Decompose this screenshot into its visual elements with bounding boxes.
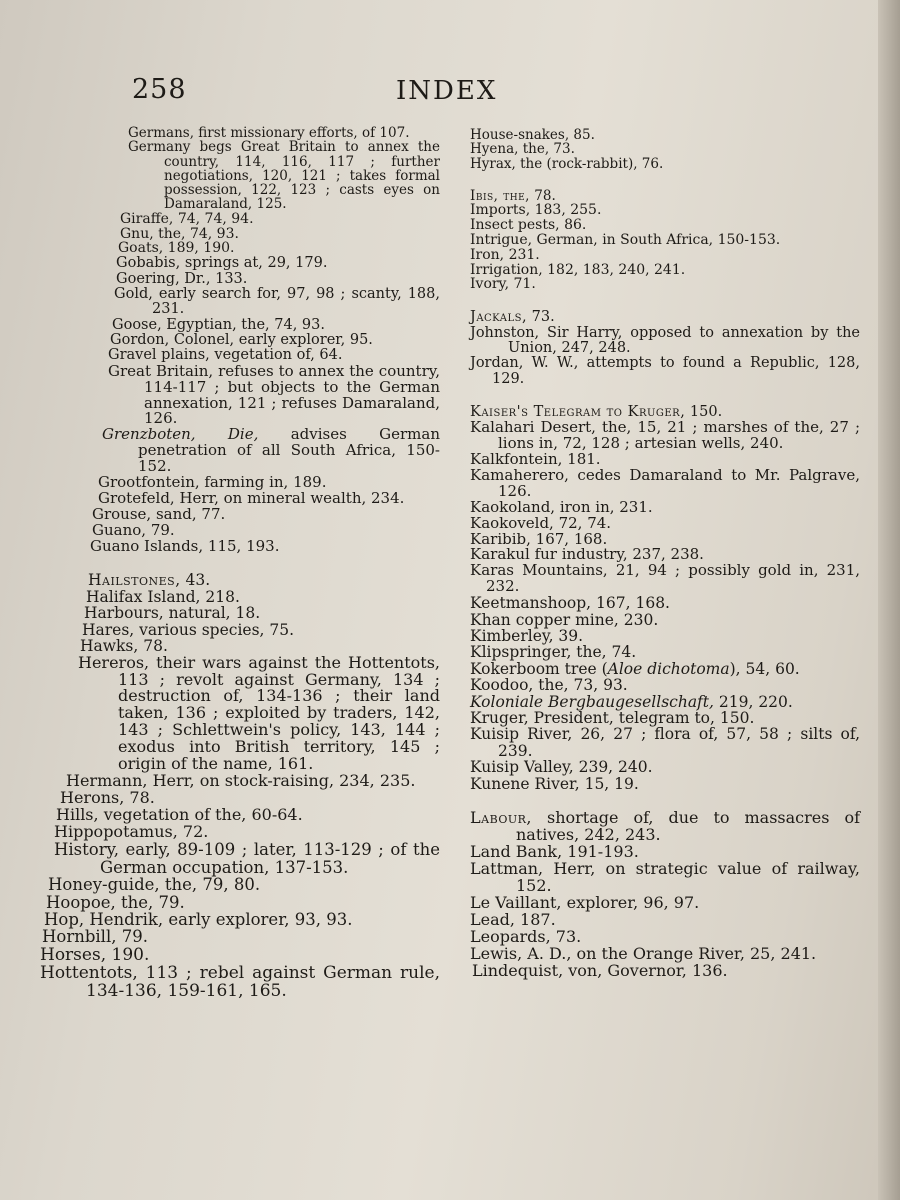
index-entry: Lindequist, von, Governor, 136.	[472, 960, 728, 980]
index-entry: Insect pests, 86.	[470, 217, 587, 234]
index-entry: Irrigation, 182, 183, 240, 241.	[470, 261, 686, 278]
index-entry: Hermann, Herr, on stock-raising, 234, 235.	[66, 771, 416, 791]
index-entry: Intrigue, German, in South Africa, 150-153.	[470, 231, 781, 248]
index-entry: Koodoo, the, 73, 93.	[470, 676, 628, 695]
index-entry: Koloniale Bergbaugesellschaft, 219, 220.	[470, 692, 793, 711]
index-entry: Hippopotamus, 72.	[54, 822, 209, 842]
index-entry: Lattman, Herr, on strategic value of railway, 152.	[470, 859, 860, 895]
index-entry: Kaokoveld, 72, 74.	[470, 513, 612, 532]
index-entry: Guano, 79.	[92, 520, 175, 539]
section-gap	[470, 292, 860, 310]
index-entry: Hereros, their wars against the Hottentots, 113 ; revolt against Germany, 134 ; destruction of, 134-136 ; their land taken, 136 ; exploited by traders, 142, 143 ; Schlettwein's policy, 143, 144 ; exodus into British territory, 145 ; origin of the name, 161.	[78, 652, 440, 774]
index-entry: Johnston, Sir Harry, opposed to annexation by the Union, 247, 248.	[470, 324, 860, 356]
index-entry: Great Britain, refuses to annex the country, 114-117 ; but objects to the German annexation, 121 ; refuses Damaraland, 126.	[108, 361, 440, 428]
index-entry: Hottentots, 113 ; rebel against German rule, 134-136, 159-161, 165.	[40, 962, 440, 1001]
index-entry: Grootfontein, farming in, 189.	[98, 473, 327, 492]
index-entry: Labour, shortage of, due to massacres of natives, 242, 243.	[470, 808, 860, 845]
index-entry: Hop, Hendrik, early explorer, 93, 93.	[44, 910, 353, 929]
index-column-right	[470, 128, 860, 980]
index-entry: Goats, 189, 190.	[118, 240, 235, 257]
index-entry: Imports, 183, 255.	[470, 202, 602, 219]
index-entry: Hills, vegetation of the, 60-64.	[56, 805, 303, 825]
index-entry: Halifax Island, 218.	[86, 587, 240, 606]
index-entry: Germans, first missionary efforts, of 107.	[128, 125, 410, 141]
index-entry: Gordon, Colonel, early explorer, 95.	[110, 332, 373, 349]
index-entry: Ibis, the, 78.	[470, 187, 556, 204]
index-entry: Harbours, natural, 18.	[84, 604, 261, 623]
index-entry: Germany begs Great Britain to annex the country, 114, 116, 117 ; further negotiations, 120, 121 ; takes formal possession, 122, 123 ; casts eyes on Damaraland, 125.	[128, 139, 440, 213]
index-entry: Gnu, the, 74, 93.	[120, 225, 239, 242]
index-entry: Kuisip Valley, 239, 240.	[470, 758, 653, 777]
section-gap	[40, 554, 440, 572]
index-entry: Grenzboten, Die, advises German penetration of all South Africa, 150-152.	[102, 425, 441, 476]
index-entry: Lead, 187.	[470, 909, 556, 929]
index-entry: Kuisip River, 26, 27 ; flora of, 57, 58 ; silts of, 239.	[470, 725, 860, 760]
index-entry: Keetmanshoop, 167, 168.	[470, 594, 670, 613]
index-entry: Kamaherero, cedes Damaraland to Mr. Palgrave, 126.	[470, 465, 860, 500]
index-entry: Jackals, 73.	[470, 309, 555, 326]
index-entry: Giraffe, 74, 74, 94.	[120, 210, 254, 227]
index-entry: Gold, early search for, 97, 98 ; scanty, 188, 231.	[114, 285, 440, 318]
index-entry: Horses, 190.	[40, 944, 150, 965]
index-entry: Kaokoland, iron in, 231.	[470, 497, 653, 516]
page-number: 258	[132, 74, 187, 105]
index-entry: Herons, 78.	[60, 788, 155, 808]
index-entry: Hares, various species, 75.	[82, 620, 295, 639]
index-entry: History, early, 89-109 ; later, 113-129 ; of the German occupation, 137-153.	[54, 840, 440, 877]
index-entry: Hornbill, 79.	[42, 927, 148, 947]
index-entry: Hawks, 78.	[80, 637, 168, 656]
page-title: INDEX	[396, 76, 498, 106]
index-entry: Gobabis, springs at, 29, 179.	[116, 255, 328, 272]
index-entry: Grouse, sand, 77.	[92, 504, 226, 523]
index-entry: Guano Islands, 115, 193.	[90, 536, 280, 555]
index-entry: Hyrax, the (rock-rabbit), 76.	[470, 155, 664, 172]
index-column-left	[40, 126, 440, 1000]
index-entry: Leopards, 73.	[470, 926, 582, 946]
index-entry: Klipspringer, the, 74.	[470, 643, 637, 662]
index-entry: Karas Mountains, 21, 94 ; possibly gold in, 231, 232.	[470, 561, 860, 596]
index-entry: Kunene River, 15, 19.	[470, 774, 639, 793]
index-entry: Land Bank, 191-193.	[470, 842, 639, 862]
section-gap	[470, 387, 860, 405]
index-entry: Ivory, 71.	[470, 276, 536, 293]
index-entry: Hyena, the, 73.	[470, 141, 575, 158]
index-entry: Karakul fur industry, 237, 238.	[470, 545, 704, 564]
index-entry: Iron, 231.	[470, 246, 540, 263]
index-entry: Hoopoe, the, 79.	[46, 892, 185, 912]
index-entry: Kimberley, 39.	[470, 626, 584, 645]
index-entry: Goering, Dr., 133.	[116, 270, 248, 287]
index-entry: Grotefeld, Herr, on mineral wealth, 234.	[98, 488, 405, 507]
index-entry: Kokerboom tree (Aloe dichotoma), 54, 60.	[470, 659, 800, 678]
section-gap	[470, 171, 860, 189]
index-entry: Jordan, W. W., attempts to found a Republic, 128, 129.	[470, 355, 860, 387]
index-entry: House-snakes, 85.	[470, 127, 595, 143]
index-entry: Khan copper mine, 230.	[470, 610, 659, 629]
index-entry: Goose, Egyptian, the, 74, 93.	[112, 316, 325, 333]
index-entry: Kruger, President, telegram to, 150.	[470, 709, 755, 728]
page-edge	[878, 0, 900, 1200]
index-entry: Karibib, 167, 168.	[470, 529, 608, 548]
index-entry: Lewis, A. D., on the Orange River, 25, 241.	[470, 943, 817, 963]
index-entry: Kalahari Desert, the, 15, 21 ; marshes of the, 27 ; lions in, 72, 128 ; artesian wells, 240.	[470, 418, 860, 453]
index-entry: Honey-guide, the, 79, 80.	[48, 875, 261, 895]
index-entry: Le Vaillant, explorer, 96, 97.	[470, 892, 700, 912]
index-entry: Kalkfontein, 181.	[470, 450, 601, 469]
index-entry: Gravel plains, vegetation of, 64.	[108, 347, 343, 364]
index-entry: Kaiser's Telegram to Kruger, 150.	[470, 403, 723, 420]
index-entry: Hailstones, 43.	[88, 571, 211, 590]
